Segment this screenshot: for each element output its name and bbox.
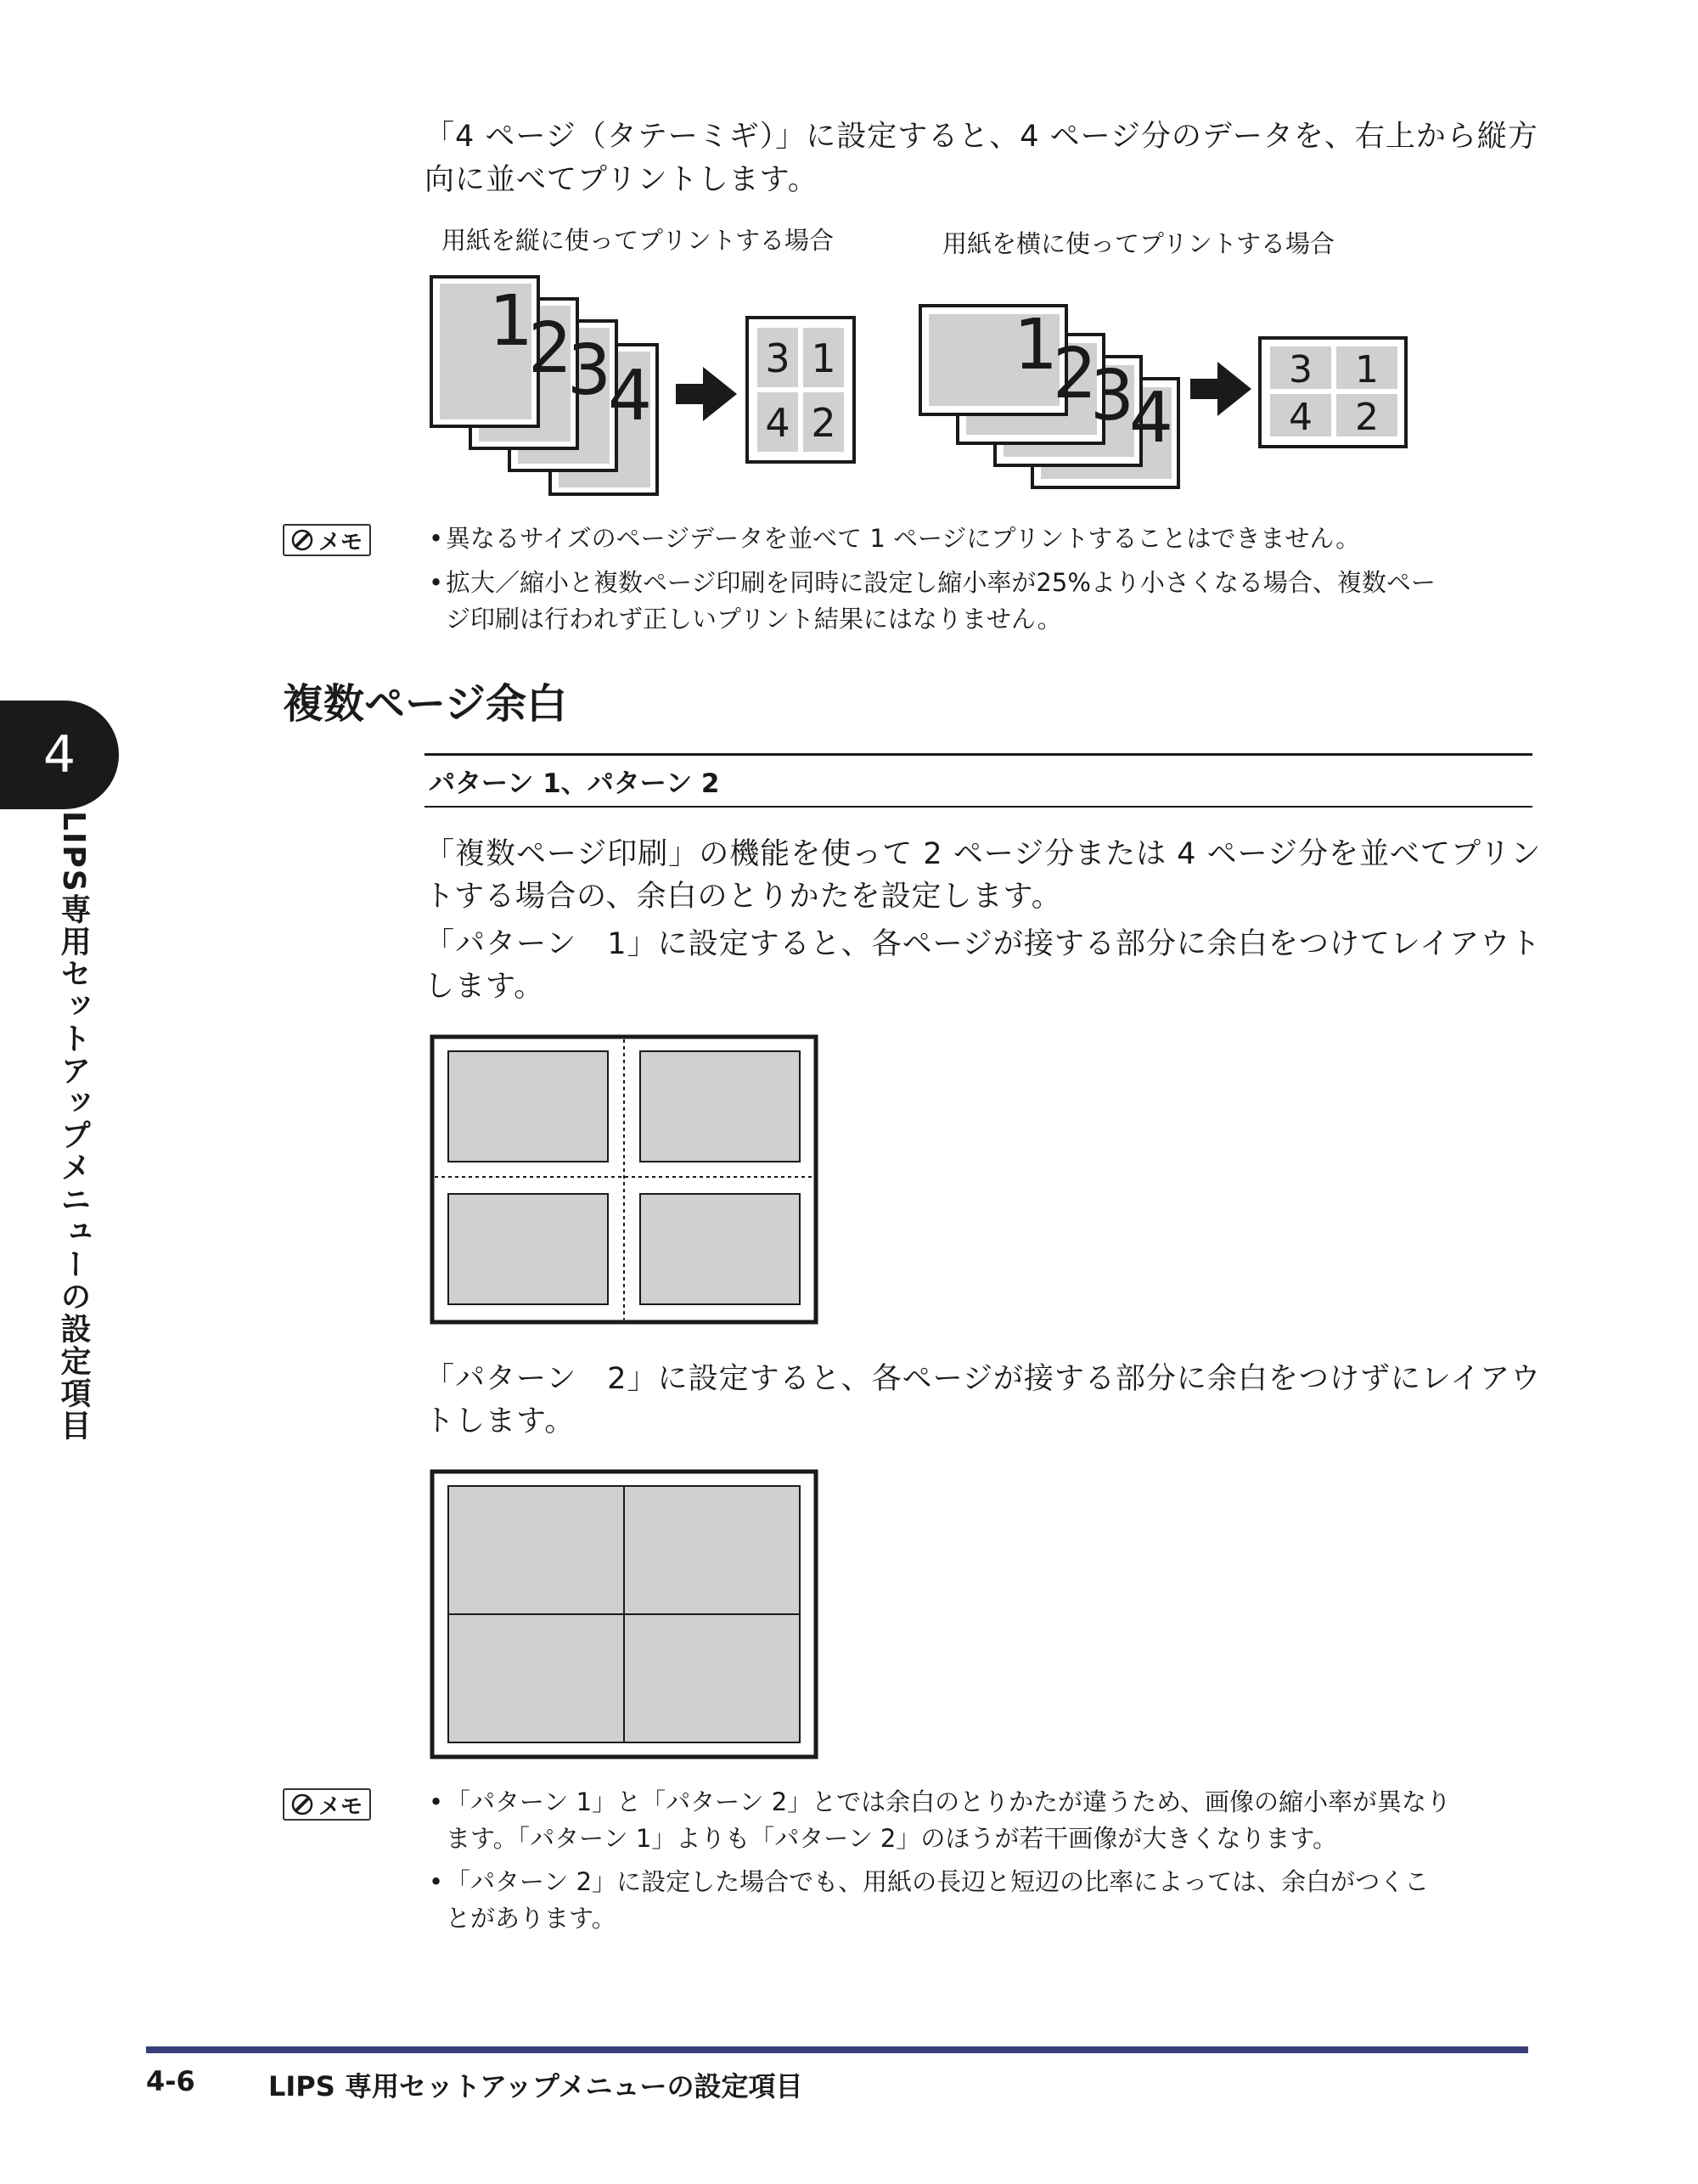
paragraph-line: 「パターン 1」に設定すると、各ページが接する部分に余白をつけてレイアウト — [424, 927, 1542, 961]
portrait-caption: 用紙を縦に使ってプリントする場合 — [441, 226, 834, 255]
page-digit: 2 — [811, 400, 836, 446]
page-digit: 4 — [1128, 378, 1173, 459]
footer-title: LIPS 専用セットアップメニューの設定項目 — [268, 2070, 803, 2102]
memo-item: • 異なるサイズのページデータを並べて 1 ページにプリントすることはできません。 — [429, 521, 1528, 557]
arrow-right-icon — [676, 367, 737, 421]
memo-label: メモ — [318, 1793, 363, 1820]
page-digit: 4 — [607, 356, 652, 436]
footer-page-number: 4-6 — [146, 2065, 195, 2097]
memo-badge — [283, 1788, 371, 1821]
page-digit: 1 — [1355, 348, 1379, 391]
memo-text: 拡大／縮小と複数ページ印刷を同時に設定し縮小率が25%より小さくなる場合、複数ペー — [446, 568, 1436, 597]
paragraph-line: トします。 — [424, 1404, 576, 1438]
chapter-number: 4 — [42, 725, 76, 785]
memo-label: メモ — [318, 529, 363, 555]
page-digit: 1 — [1013, 305, 1058, 386]
page-digit: 1 — [488, 281, 533, 362]
subheading-bottom-rule — [424, 806, 1532, 808]
footer-bar — [146, 2046, 1528, 2053]
subheading: パターン 1、パターン 2 — [429, 768, 720, 799]
chapter-title-vertical: LIPS専用セットアップメニューの設定項目 — [56, 811, 91, 1442]
pencil-icon — [291, 1793, 313, 1815]
paragraph-line: トする場合の、余白のとりかたを設定します。 — [424, 880, 1062, 914]
page-digit: 4 — [1289, 396, 1313, 439]
pattern-2-diagram — [430, 1469, 820, 1762]
memo-text: 異なるサイズのページデータを並べて 1 ページにプリントすることはできません。 — [446, 524, 1361, 553]
section-heading: 複数ページ余白 — [283, 680, 568, 728]
paragraph-line: 「複数ページ印刷」の機能を使って 2 ページ分または 4 ページ分を並べてプリン — [424, 837, 1542, 871]
subheading-top-rule — [424, 753, 1532, 756]
page-digit: 3 — [1089, 356, 1134, 436]
landscape-caption: 用紙を横に使ってプリントする場合 — [942, 229, 1335, 258]
memo-text: 「パターン 1」と「パターン 2」とでは余白のとりかたが違うため、画像の縮小率が異なり — [446, 1787, 1452, 1816]
pencil-icon — [291, 529, 313, 551]
paragraph-line: します。 — [424, 970, 545, 1004]
memo-item: • 「パターン 2」に設定した場合でも、用紙の長辺と短辺の比率によっては、余白がつくこ とがあります。 — [429, 1864, 1528, 1937]
memo-badge — [283, 524, 371, 556]
intro-line-1: 「4 ページ（タテーミギ）」に設定すると、4 ページ分のデータを、右上から縦方 — [424, 120, 1538, 154]
arrow-right-icon — [1190, 362, 1251, 416]
page-digit: 2 — [1052, 334, 1097, 414]
memo-text: とがあります。 — [446, 1904, 616, 1933]
pattern-1-diagram — [430, 1034, 820, 1327]
page-digit: 4 — [765, 400, 790, 446]
memo-item: • 拡大／縮小と複数ページ印刷を同時に設定し縮小率が25%より小さくなる場合、複数ペー ジ印刷は行われず正しいプリント結果にはなりません。 — [429, 565, 1528, 638]
memo-item: • 「パターン 1」と「パターン 2」とでは余白のとりかたが違うため、画像の縮小率が異なり ます。「パターン 1」よりも「パターン 2」のほうが若干画像が大きくなります。 — [429, 1784, 1528, 1857]
page-digit: 3 — [1289, 348, 1313, 391]
page-digit: 3 — [566, 330, 611, 411]
memo-text: ジ印刷は行われず正しいプリント結果にはなりません。 — [446, 605, 1062, 633]
page-digit: 1 — [811, 335, 836, 381]
page-digit: 3 — [765, 335, 790, 381]
portrait-layout-diagram — [424, 270, 866, 504]
memo-text: ます。「パターン 1」よりも「パターン 2」のほうが若干画像が大きくなります。 — [446, 1824, 1338, 1853]
intro-line-2: 向に並べてプリントします。 — [424, 163, 818, 197]
landscape-layout-diagram — [917, 297, 1418, 501]
memo-text: 「パターン 2」に設定した場合でも、用紙の長辺と短辺の比率によっては、余白がつくこ — [446, 1867, 1430, 1896]
page-digit: 2 — [1355, 396, 1379, 439]
paragraph-line: 「パターン 2」に設定すると、各ページが接する部分に余白をつけずにレイアウ — [424, 1362, 1542, 1396]
page-digit: 2 — [527, 308, 572, 389]
chapter-tab — [0, 701, 119, 809]
